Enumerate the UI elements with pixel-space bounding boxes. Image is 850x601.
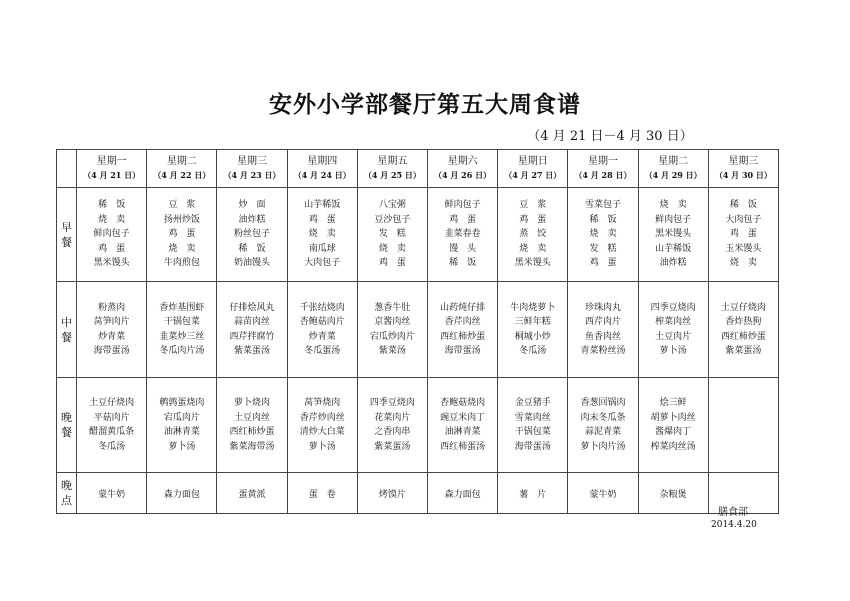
dish-item: 仔排烩风丸 — [229, 302, 275, 313]
day-name: 星期三 — [728, 156, 759, 167]
dish-item: 冬瓜肉片汤 — [159, 346, 205, 356]
dinner-cell — [427, 378, 497, 473]
dish-item: 香芹肉丝 — [444, 317, 481, 327]
dish-item: 冬瓜汤 — [519, 346, 547, 356]
dish-item: 清炒大白菜 — [299, 427, 345, 437]
dish-item: 香芹炒肉丝 — [299, 412, 345, 423]
dish-item: 粉丝包子 — [234, 229, 271, 240]
dish-item: 西芹拌腐竹 — [229, 331, 275, 342]
lunch-cell — [708, 282, 778, 378]
dish-item: 鲜肉包子 — [655, 214, 692, 225]
menu-table — [56, 149, 779, 514]
dish-item: 雪菜包子 — [584, 200, 621, 211]
day-date: （4 月 29 日） — [644, 170, 702, 180]
dish-item: 山芋稀饭 — [655, 243, 692, 254]
day-header-cell — [287, 150, 357, 188]
dish-item: 稀 饭 — [589, 214, 617, 225]
lunch-cell — [287, 282, 357, 378]
dinner-cell — [217, 378, 287, 473]
lunch-cell — [217, 282, 287, 378]
dish-item: 鸡 蛋 — [98, 243, 126, 254]
dish-item: 发 糕 — [378, 229, 406, 240]
dish-item: 冬瓜蛋汤 — [304, 346, 341, 356]
dish-item: 西红柿炒蛋 — [720, 331, 766, 342]
dish-item: 干锅包菜 — [514, 427, 551, 437]
dish-item: 干锅包菜 — [163, 317, 200, 327]
snack-cell — [77, 473, 147, 514]
dish-item: 山药炖仔排 — [440, 302, 486, 313]
dish-item: 炒青菜 — [98, 331, 126, 342]
lunch-cell — [498, 282, 568, 378]
day-name: 星期三 — [237, 156, 268, 167]
day-date: （4 月 27 日） — [504, 170, 562, 180]
dish-item: 韭菜春卷 — [444, 229, 481, 240]
day-header-cell — [427, 150, 497, 188]
breakfast-cell — [147, 188, 217, 282]
dish-item: 鸡 蛋 — [378, 258, 406, 269]
dinner-cell — [357, 378, 427, 473]
dish-item: 之香肉串 — [374, 427, 411, 437]
breakfast-cell — [498, 188, 568, 282]
dish-item: 韭菜炒三丝 — [159, 331, 205, 342]
snack-cell — [638, 473, 708, 514]
lunch-cell — [638, 282, 708, 378]
dish-item: 珍珠肉丸 — [584, 302, 621, 313]
dish-item: 烧 卖 — [378, 243, 406, 254]
dish-item: 鸡 蛋 — [519, 214, 547, 225]
snack-cell — [147, 473, 217, 514]
dinner-label: 晚 餐 — [57, 378, 77, 473]
dish-item: 牛肉烧萝卜 — [510, 302, 556, 313]
date-range: （4 月 21 日－4 月 30 日） — [527, 129, 693, 144]
breakfast-label: 早 餐 — [57, 188, 77, 282]
dish-item: 烩三鲜 — [659, 398, 687, 408]
snack-item: 蛋黄派 — [238, 489, 266, 500]
dish-item: 海带蛋汤 — [514, 441, 551, 452]
dish-item: 粉蒸肉 — [98, 302, 126, 313]
dish-item: 八宝粥 — [378, 200, 406, 211]
dish-item: 紫菜蛋汤 — [725, 346, 762, 356]
dinner-cell — [638, 378, 708, 473]
page-title: 安外小学部餐厅第五大周食谱 — [269, 91, 581, 118]
dish-item: 海带蛋汤 — [444, 346, 481, 356]
dish-item: 油炸糕 — [238, 214, 266, 225]
dish-item: 萝卜烧肉 — [234, 398, 271, 408]
snack-item: 蒙牛奶 — [589, 489, 617, 500]
snack-label: 晚 点 — [57, 473, 77, 514]
day-header-cell — [708, 150, 778, 188]
dish-item: 蒜苗肉丝 — [234, 317, 271, 327]
dish-item: 豆 浆 — [519, 200, 547, 211]
dish-item: 雪菜肉丝 — [514, 412, 551, 423]
breakfast-cell — [217, 188, 287, 282]
lunch-label: 中 餐 — [57, 282, 77, 378]
day-date: （4 月 30 日） — [714, 170, 772, 180]
dish-item: 油淋青菜 — [444, 427, 481, 437]
dish-item: 烧 卖 — [659, 200, 687, 211]
day-header-cell — [77, 150, 147, 188]
dish-item: 黑米馒头 — [93, 258, 130, 269]
dish-item: 西红柿炒蛋 — [229, 427, 275, 437]
dish-item: 鸡 蛋 — [589, 258, 617, 269]
dish-item: 炒青菜 — [308, 331, 336, 342]
day-header-cell — [638, 150, 708, 188]
dish-item: 肉末冬瓜条 — [580, 412, 626, 423]
dinner-cell — [708, 378, 778, 473]
snack-item: 森力面包 — [444, 489, 481, 500]
snack-item: 蛋 卷 — [308, 489, 336, 500]
dish-item: 烧 卖 — [98, 214, 126, 225]
day-date: （4 月 28 日） — [574, 170, 632, 180]
dish-item: 鸡 蛋 — [308, 214, 336, 225]
day-header-cell — [147, 150, 217, 188]
dish-item: 醋溜黄瓜条 — [89, 427, 135, 437]
snack-cell — [427, 473, 497, 514]
dish-item: 玉米馒头 — [725, 243, 762, 254]
lunch-cell — [77, 282, 147, 378]
breakfast-cell — [77, 188, 147, 282]
dish-item: 西红柿蛋汤 — [440, 441, 486, 452]
dish-item: 香炸基围虾 — [159, 302, 205, 313]
dish-item: 鱼香肉丝 — [584, 331, 621, 342]
dish-item: 鸡 蛋 — [449, 214, 477, 225]
day-header-cell — [498, 150, 568, 188]
dinner-cell — [287, 378, 357, 473]
day-date: （4 月 25 日） — [363, 170, 421, 180]
signature-date: 2014.4.20 — [711, 520, 757, 530]
dish-item: 蒜泥青菜 — [584, 427, 621, 437]
dish-item: 四季豆烧肉 — [650, 302, 696, 313]
snack-cell — [217, 473, 287, 514]
snack-item: 森力面包 — [163, 489, 200, 500]
dish-item: 紫菜蛋汤 — [374, 441, 411, 452]
dish-item: 油淋青菜 — [163, 427, 200, 437]
day-name: 星期二 — [166, 156, 197, 167]
day-header-cell — [357, 150, 427, 188]
day-name: 星期二 — [658, 156, 689, 167]
dish-item: 黑米馒头 — [655, 229, 692, 240]
day-date: （4 月 24 日） — [293, 170, 351, 180]
snack-cell — [498, 473, 568, 514]
breakfast-cell — [638, 188, 708, 282]
dish-item: 土豆肉片 — [655, 331, 692, 342]
day-name: 星期五 — [377, 156, 408, 167]
dish-item: 蒸 饺 — [519, 229, 547, 240]
dish-item: 榨菜肉丝汤 — [650, 441, 696, 452]
dish-item: 大肉包子 — [304, 258, 341, 269]
dish-item: 鲜肉包子 — [93, 229, 130, 240]
breakfast-cell — [357, 188, 427, 282]
dish-item: 黑米馒头 — [514, 258, 551, 269]
dish-item: 大肉包子 — [725, 214, 762, 225]
dish-item: 烧 卖 — [308, 229, 336, 240]
signature-dept: 膳食部 — [718, 507, 748, 518]
header-row — [57, 150, 779, 188]
dish-item: 香炸热狗 — [725, 317, 762, 327]
dish-item: 稀 饭 — [98, 200, 126, 211]
dish-item: 萝卜汤 — [168, 441, 196, 452]
dish-item: 豌豆米肉丁 — [440, 412, 486, 423]
lunch-cell — [427, 282, 497, 378]
dish-item: 西红柿炒蛋 — [440, 331, 486, 342]
day-header-cell — [568, 150, 638, 188]
snack-item: 烤馍片 — [378, 489, 406, 500]
day-date: （4 月 21 日） — [83, 170, 141, 180]
dinner-cell — [568, 378, 638, 473]
dish-item: 鸡 蛋 — [729, 229, 757, 240]
dish-item: 扬州炒饭 — [163, 214, 200, 225]
lunch-cell — [357, 282, 427, 378]
snack-item: 杂粮煲 — [659, 489, 687, 500]
lunch-row — [57, 282, 779, 378]
snack-item: 薯 片 — [519, 489, 547, 500]
dish-item: 莴笋烧肉 — [304, 398, 341, 408]
dish-item: 鸡 蛋 — [168, 229, 196, 240]
snack-item: 蒙牛奶 — [98, 489, 126, 500]
dish-item: 紫菜汤 — [378, 346, 406, 356]
dish-item: 烧 卖 — [168, 243, 196, 254]
dinner-row — [57, 378, 779, 473]
dish-item: 豆 浆 — [168, 200, 196, 211]
breakfast-cell — [568, 188, 638, 282]
corner-cell — [57, 150, 77, 188]
dish-item: 三鲜年糕 — [514, 317, 551, 327]
dish-item: 山芋稀饭 — [304, 200, 341, 211]
dish-item: 紫菜蛋汤 — [234, 346, 271, 356]
dinner-cell — [498, 378, 568, 473]
dish-item: 京酱肉丝 — [374, 317, 411, 327]
dish-item: 桐城小炒 — [514, 331, 551, 342]
dish-item: 炒 面 — [238, 200, 266, 211]
dish-item: 宕瓜肉片 — [163, 412, 200, 423]
dish-item: 青菜粉丝汤 — [580, 346, 626, 356]
dish-item: 四季豆烧肉 — [369, 398, 415, 408]
dish-item: 烧 卖 — [519, 243, 547, 254]
dish-item: 花菜肉片 — [374, 412, 411, 423]
dish-item: 土豆仔烧肉 — [720, 302, 766, 313]
dish-item: 宕瓜炒肉片 — [369, 331, 415, 342]
dish-item: 萝卜汤 — [659, 346, 687, 356]
lunch-cell — [568, 282, 638, 378]
lunch-cell — [147, 282, 217, 378]
dish-item: 杏鲍菇烧肉 — [440, 398, 486, 408]
dish-item: 南瓜球 — [308, 243, 336, 254]
breakfast-cell — [708, 188, 778, 282]
day-date: （4 月 26 日） — [434, 170, 492, 180]
dish-item: 紫菜海带汤 — [229, 441, 275, 452]
dish-item: 萝卜肉片汤 — [580, 441, 626, 452]
dish-item: 稀 饭 — [729, 200, 757, 211]
dish-item: 奶油馒头 — [234, 258, 271, 269]
breakfast-row — [57, 188, 779, 282]
dish-item: 西芹肉片 — [584, 317, 621, 327]
dish-item: 稀 饭 — [238, 243, 266, 254]
day-name: 星期日 — [517, 156, 548, 167]
day-name: 星期一 — [587, 156, 618, 167]
dish-item: 平菇肉片 — [93, 412, 130, 423]
day-name: 星期四 — [307, 156, 338, 167]
dish-item: 千张结烧肉 — [299, 302, 345, 313]
day-name: 星期一 — [96, 156, 127, 167]
dish-item: 烧 卖 — [589, 229, 617, 240]
dish-item: 鲜肉包子 — [444, 200, 481, 211]
snack-cell — [287, 473, 357, 514]
dish-item: 牛肉煎包 — [163, 258, 200, 269]
breakfast-cell — [427, 188, 497, 282]
dish-item: 葱香牛肚 — [374, 302, 411, 313]
dinner-cell — [77, 378, 147, 473]
dish-item: 萝卜汤 — [308, 441, 336, 452]
dish-item: 鹌鹑蛋烧肉 — [159, 398, 205, 408]
dish-item: 榨菜肉丝 — [655, 317, 692, 327]
dish-item: 馒 头 — [449, 243, 477, 254]
dish-item: 土豆仔烧肉 — [89, 398, 135, 408]
day-name: 星期六 — [447, 156, 478, 167]
dish-item: 发 糕 — [589, 243, 617, 254]
breakfast-cell — [287, 188, 357, 282]
dinner-cell — [147, 378, 217, 473]
dish-item: 香葱回锅肉 — [580, 398, 626, 408]
day-header-cell — [217, 150, 287, 188]
dish-item: 烧 卖 — [729, 258, 757, 269]
dish-item: 豆沙包子 — [374, 214, 411, 225]
day-date: （4 月 22 日） — [153, 170, 211, 180]
dish-item: 酱爆肉丁 — [655, 427, 692, 437]
snack-row — [57, 473, 779, 514]
dish-item: 油炸糕 — [659, 258, 687, 269]
dish-item: 杏鲍菇肉片 — [299, 317, 345, 327]
dish-item: 莴笋肉片 — [93, 317, 130, 327]
snack-cell — [357, 473, 427, 514]
day-date: （4 月 23 日） — [223, 170, 281, 180]
dish-item: 冬瓜汤 — [98, 441, 126, 452]
dish-item: 海带蛋汤 — [93, 346, 130, 356]
snack-cell — [568, 473, 638, 514]
dish-item: 土豆肉丝 — [234, 412, 271, 423]
dish-item: 稀 饭 — [449, 258, 477, 269]
dish-item: 胡萝卜肉丝 — [650, 412, 696, 423]
dish-item: 金豆猪手 — [514, 398, 551, 408]
